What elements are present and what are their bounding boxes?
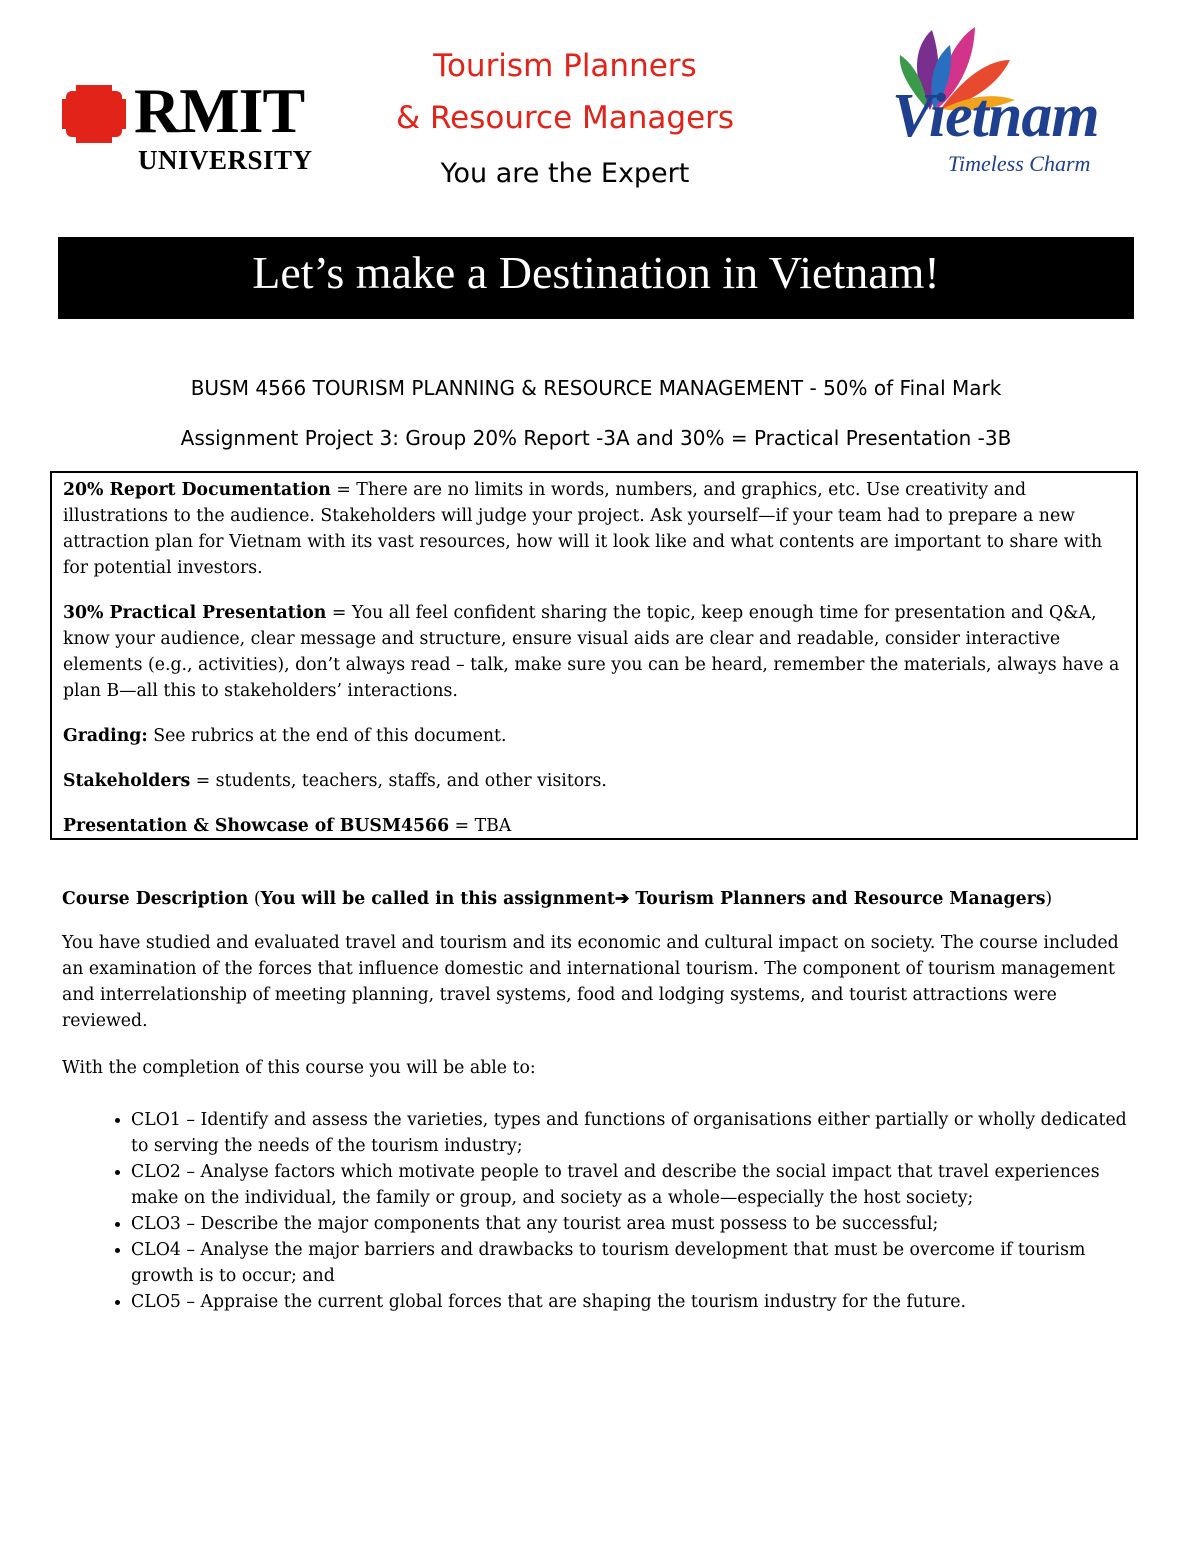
heading-bold-3: Tourism Planners and Resource Managers (629, 889, 1046, 909)
title-line-1: Tourism Planners (433, 48, 697, 84)
stakeholders-text: = students, teachers, staffs, and other visitors. (190, 771, 607, 791)
rmit-logo (62, 75, 327, 180)
vietnam-wordmark: Vietnam (892, 82, 1099, 150)
title-line-2: & Resource Managers (395, 100, 735, 136)
heading-bold-1: Course Description (62, 889, 249, 909)
course-description-heading (62, 886, 1142, 912)
presentation-label: 30% Practical Presentation (63, 603, 327, 623)
list-item: • CLO1 – Identify and assess the varieties, types and functions of organisations either partially or wholly dedicated to serving the needs of the tourism industry; (131, 1107, 1137, 1159)
showcase-label: Presentation & Showcase of BUSM4566 (63, 816, 450, 836)
heading-paren-open: ( (248, 889, 261, 909)
completion-intro: With the completion of this course you will be able to: (62, 1058, 536, 1078)
report-text: = There are no limits in words, numbers, and graphics, etc. Use creativity and illustrations to the audience. Stakeholders will judge your project. Ask yourself—if your team had to prepare a new attraction plan for Vietnam with its vast resources, how will it look like and what contents are important to share with for potential investors. (63, 480, 1103, 578)
list-item: • CLO5 – Appraise the current global forces that are shaping the tourism industry for the future. (131, 1289, 1137, 1315)
assignment-title: Assignment Project 3: Group 20% Report -3A and 30% = Practical Presentation -3B (180, 426, 1012, 450)
page-banner: Let’s make a Destination in Vietnam! (58, 237, 1134, 319)
showcase-paragraph (63, 813, 1126, 839)
grading-label: Grading: (63, 726, 148, 746)
grading-paragraph (63, 723, 1126, 749)
tagline: You are the Expert (440, 158, 690, 189)
requirements-box (50, 471, 1138, 840)
report-paragraph (63, 477, 1126, 581)
stakeholders-label: Stakeholders (63, 771, 191, 791)
list-item: • CLO2 – Analyse factors which motivate people to travel and describe the social impact that travel experiences make on the individual, the family or group, and society as a whole—especially the host society; (131, 1159, 1137, 1211)
clo-list (62, 1107, 1137, 1315)
rmit-name: RMIT (134, 75, 305, 146)
vietnam-tagline: Timeless Charm (948, 151, 1091, 176)
list-item: • CLO3 – Describe the major components that any tourist area must possess to be successful; (131, 1211, 1137, 1237)
arrow-icon: ➔ (614, 889, 630, 909)
presentation-paragraph (63, 600, 1126, 704)
rmit-subname: UNIVERSITY (138, 145, 313, 175)
heading-paren-close: ) (1045, 889, 1053, 909)
course-description-paragraph: You have studied and evaluated travel and tourism and its economic and cultural impact on society. The course included an examination of the forces that influence domestic and international tourism. The component of tourism management and interrelationship of meeting planning, travel systems, food and lodging systems, and tourist attractions were reviewed. (62, 933, 1119, 1031)
presentation-text: = You all feel confident sharing the topic, keep enough time for presentation and Q&A, know your audience, clear message and structure, ensure visual aids are clear and readable, consider interactive elements (e.g., activities), don’t always read – talk, make sure you can be heard, remember the materials, always have a plan B—all this to stakeholders’ interactions. (63, 603, 1120, 701)
grading-text: See rubrics at the end of this document. (147, 726, 507, 746)
list-item: • CLO4 – Analyse the major barriers and drawbacks to tourism development that must be overcome if tourism growth is to occur; and (131, 1237, 1137, 1289)
heading-bold-2: You will be called in this assignment (260, 889, 615, 909)
vietnam-logo (870, 15, 1140, 190)
stakeholders-paragraph (63, 768, 1126, 794)
course-title: BUSM 4566 TOURISM PLANNING & RESOURCE MANAGEMENT - 50% of Final Mark (190, 376, 1002, 400)
showcase-text: = TBA (449, 816, 512, 836)
report-label: 20% Report Documentation (63, 480, 331, 500)
